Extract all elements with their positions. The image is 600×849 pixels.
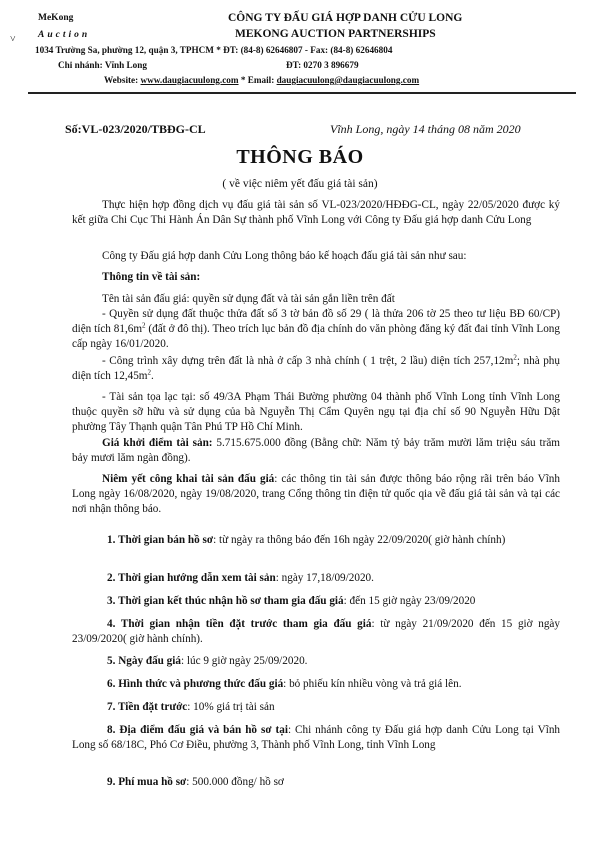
item-text: : 10% giá trị tài sản <box>187 701 275 713</box>
item-text: : ngày 17,18/09/2020. <box>275 572 374 584</box>
item-text: : đến 15 giờ ngày 23/09/2020 <box>343 595 476 607</box>
header-divider <box>28 92 576 94</box>
item-text: : Chi nhánh công ty Đấu giá hợp danh Cửu Long tại Vĩnh Long số 68/18C, Phó Cơ Điều, phường 3, Thành phố Vĩnh Long, tỉnh Vĩnh Long <box>72 724 561 752</box>
website-line <box>104 75 419 85</box>
item-label: 4. Thời gian nhận tiền đặt trước tham gia đấu giá <box>107 618 372 630</box>
website-link[interactable]: www.daugiacuulong.com <box>140 75 239 85</box>
building-sup: 2 <box>513 353 517 362</box>
building-sup2: 2 <box>147 368 152 377</box>
start-price-label: Giá khởi điểm tài sản: <box>102 437 213 449</box>
list-item-3 <box>72 594 560 609</box>
publish-paragraph <box>72 472 560 518</box>
logo-text-auction: Auction <box>38 30 91 40</box>
company-name-vn: CÔNG TY ĐẤU GIÁ HỢP DANH CỬU LONG <box>228 12 463 24</box>
branch-phone: ĐT: 0270 3 896679 <box>286 60 359 70</box>
company-address: 1034 Trường Sa, phường 12, quận 3, TPHCM * ĐT: (84-8) 62646807 - Fax: (84-8) 62646804 <box>35 45 393 55</box>
item-label: 2. Thời gian hướng dẫn xem tài sản <box>107 572 276 584</box>
document-number: Số:VL-023/2020/TBĐG-CL <box>65 122 206 136</box>
asset-info-heading: Thông tin về tài sản: <box>102 271 201 283</box>
building-text-end: . <box>151 370 154 383</box>
item-text: : bỏ phiếu kín nhiều vòng và trả giá lên. <box>283 678 462 690</box>
email-link[interactable]: daugiacuulong@daugiacuulong.com <box>276 75 420 85</box>
list-item-8 <box>72 723 560 753</box>
item-label: 9. Phí mua hồ sơ <box>107 776 187 788</box>
publish-text: : các thông tin tài sản được thông báo rộng rãi trên báo Vĩnh Long ngày 16/08/2020, ngày 19/08/2020, trang Cổng thông tin điện tử quốc qia về đấu giá tài sản và tại các nơi nhận thông báo. <box>72 473 560 516</box>
list-item-6 <box>72 677 560 692</box>
intro-paragraph: Thực hiện hợp đồng dịch vụ đấu giá tài sản số VL-023/2020/HĐĐG-CL, ngày 22/05/2020 được ký kết giữa Chi Cục Thi Hành Án Dân Sự thành phố Vĩnh Long với Công ty Đấu giá hợp danh Cửu Long <box>72 199 560 227</box>
item-label: 1. Thời gian bán hồ sơ <box>107 534 214 546</box>
item-label: 7. Tiền đặt trước <box>107 701 188 713</box>
email-label: * Email: <box>238 75 277 85</box>
building-text: - Công trình xây dựng trên đất là nhà ở cấp 3 nhà chính ( 1 trệt, 2 lầu) diện tích 257,12m <box>102 355 514 367</box>
item-text: : lúc 9 giờ ngày 25/09/2020. <box>180 655 308 667</box>
page-title: THÔNG BÁO <box>236 146 364 168</box>
land-text-end: (đất ở đô thị). Theo trích lục bản đồ địa chính do văn phòng đăng ký đất đai tỉnh Vĩnh Long cấp ngày 16/01/2020. <box>72 323 560 351</box>
start-price-value: 5.715.675.000 đồng (Bằng chữ: Năm tỷ bảy trăm mười lăm triệu sáu trăm bảy mươi lăm ngàn đồng). <box>72 437 560 465</box>
list-item-1 <box>72 533 560 548</box>
item-label: 6. Hình thức và phương thức đấu giá <box>107 678 284 690</box>
start-price-paragraph <box>72 436 560 466</box>
asset-name: Tên tài sản đấu giá: quyền sử dụng đất và tài sản gắn liền trên đất <box>102 293 395 305</box>
item-label: 5. Ngày đấu giá <box>107 655 181 667</box>
logo-mark-icon: ˅ <box>10 34 16 45</box>
branch-name: Chi nhánh: Vĩnh Long <box>58 60 147 70</box>
announce-paragraph: Công ty Đấu giá hợp danh Cửu Long thông báo kế hoạch đấu giá tài sản như sau: <box>102 250 467 262</box>
item-text: : từ ngày 21/09/2020 đến 15 giờ ngày 23/09/2020( giờ hành chính). <box>72 618 560 646</box>
logo-text-mekong: MeKong <box>38 13 74 23</box>
list-item-9 <box>72 775 560 790</box>
company-name-en: MEKONG AUCTION PARTNERSHIPS <box>235 28 436 40</box>
building-text-mid: ; nhà phụ diện tích 12,45m <box>72 355 560 383</box>
land-description <box>72 307 560 353</box>
location-paragraph: - Tài sản tọa lạc tại: số 49/3A Phạm Thái Bường phường 04 thành phố Vĩnh Long tỉnh Vĩnh Long thuộc quyền sỡ hữu và sử dụng của bà Nguyễn Thị Cẩm Quyên ngụ tại địa chỉ số 90 Nguyễn Hữu Dật phường Tây Thạnh quận Tân Phú TP Hồ Chí Minh. <box>72 391 560 434</box>
item-text: : 500.000 đồng/ hồ sơ <box>186 776 284 788</box>
land-sup: 2 <box>142 321 146 330</box>
item-label: 3. Thời gian kết thúc nhận hồ sơ tham gia đấu giá <box>107 595 344 607</box>
list-item-7 <box>72 700 560 715</box>
item-text: : từ ngày ra thông báo đến 16h ngày 22/09/2020( giờ hành chính) <box>213 534 506 546</box>
list-item-2 <box>72 571 560 586</box>
list-item-4 <box>72 617 560 647</box>
website-label: Website: <box>104 75 141 85</box>
page-subtitle: ( về việc niêm yết đấu giá tài sản) <box>222 178 378 190</box>
land-text: - Quyền sử dụng đất thuộc thửa đất số 3 tờ bản đồ số 29 ( là thửa 206 tờ 25 theo tư liệu BĐ 60/CP) diện tích 81,6m <box>72 308 560 336</box>
publish-label: Niêm yết công khai tài sản đấu giá <box>102 473 275 485</box>
place-date: Vĩnh Long, ngày 14 tháng 08 năm 2020 <box>330 122 521 136</box>
item-label: 8. Địa điểm đấu giá và bán hồ sơ tại <box>107 724 288 736</box>
building-description <box>72 354 560 384</box>
list-item-5 <box>72 654 560 669</box>
